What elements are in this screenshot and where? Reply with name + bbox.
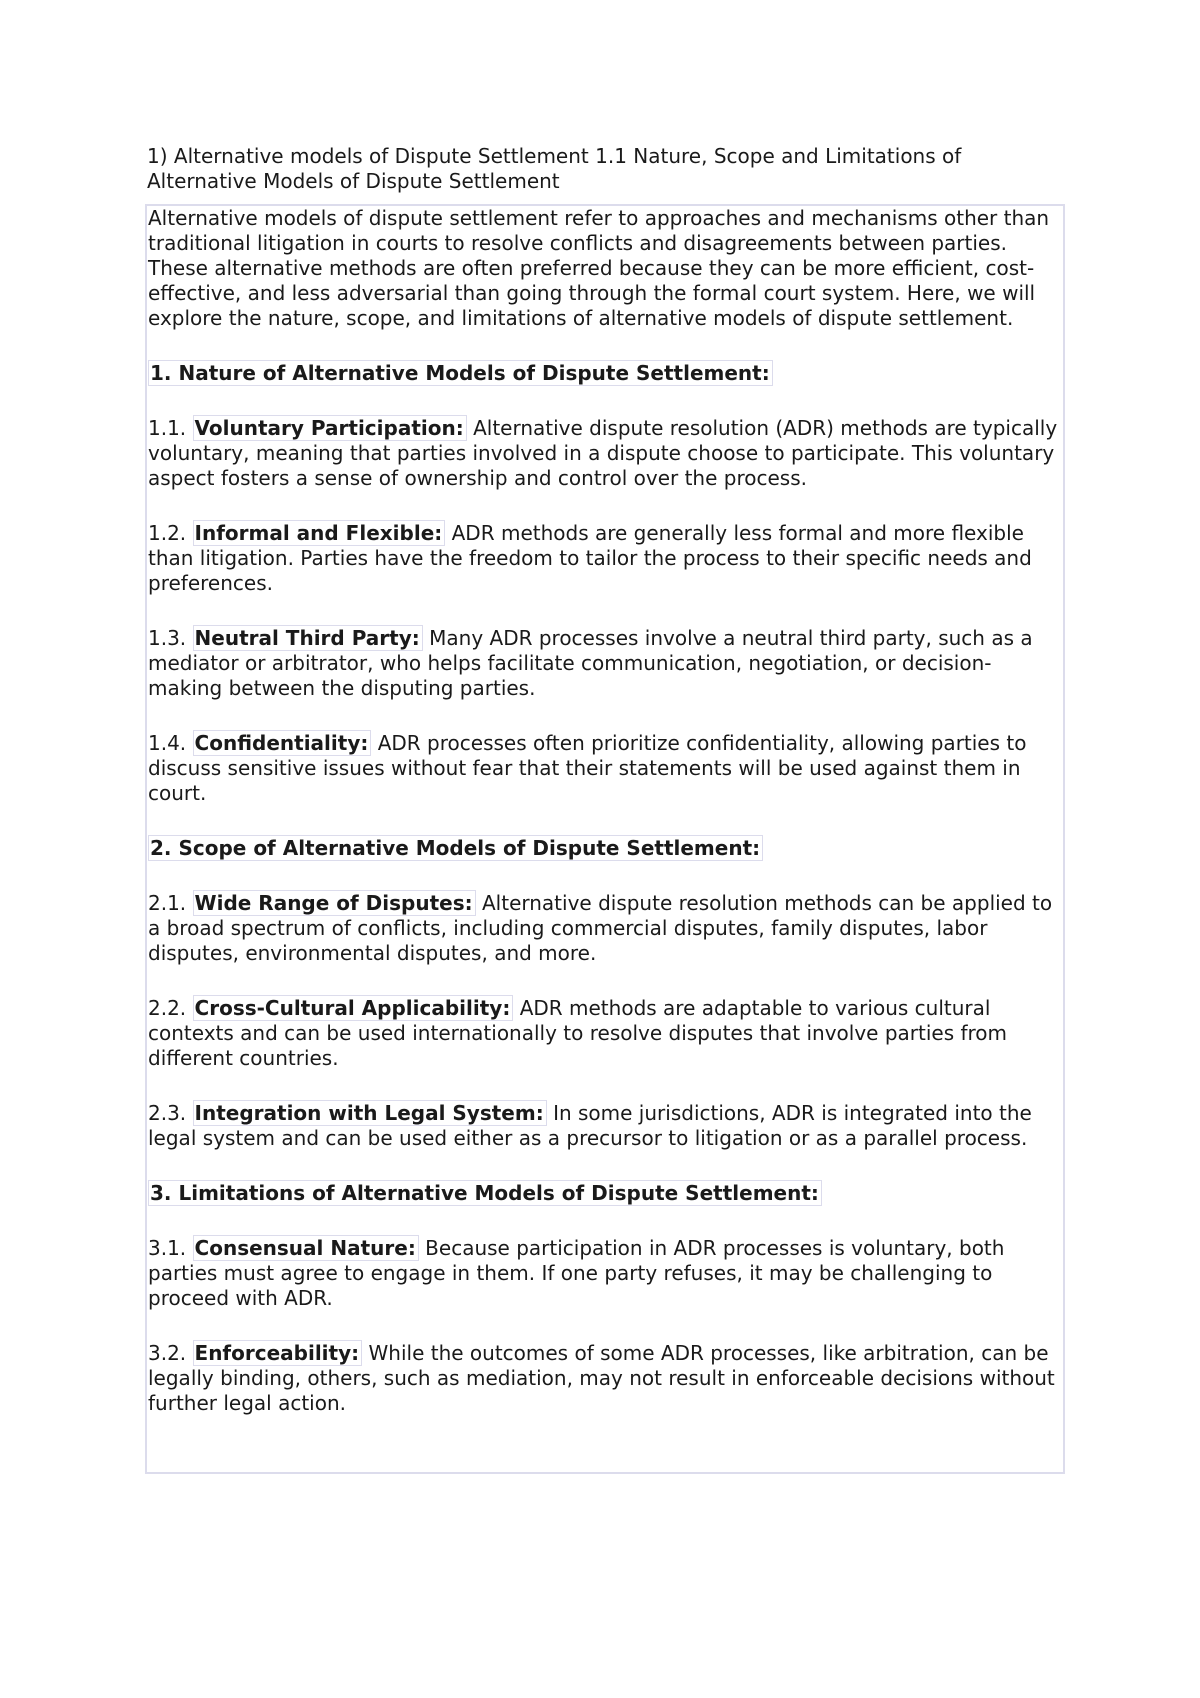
- section-heading-scope: [148, 836, 1063, 861]
- item-text: Alternative dispute resolution (ADR) methods are typically voluntary, meaning that parties involved in a dispute choose to participate. This voluntary aspect fosters a sense of ownership and control over the process.: [148, 416, 1058, 490]
- item-number: 2.3.: [148, 1101, 187, 1125]
- list-item: [148, 1101, 1063, 1151]
- section-heading-label: 3. Limitations of Alternative Models of Dispute Settlement:: [148, 1180, 822, 1206]
- section-heading-label: 1. Nature of Alternative Models of Dispute Settlement:: [148, 360, 773, 386]
- item-number: 1.4.: [148, 731, 187, 755]
- list-item: [148, 731, 1063, 806]
- list-item: [148, 521, 1063, 596]
- item-term: Wide Range of Disputes:: [193, 890, 476, 916]
- item-number: 2.2.: [148, 996, 187, 1020]
- section-heading-label: 2. Scope of Alternative Models of Dispute Settlement:: [148, 835, 763, 861]
- item-number: 3.2.: [148, 1341, 187, 1365]
- list-item: [148, 996, 1063, 1071]
- list-item: [148, 416, 1063, 491]
- item-term: Voluntary Participation:: [193, 415, 467, 441]
- item-text: While the outcomes of some ADR processes, like arbitration, can be legally binding, others, such as mediation, may not result in enforceable decisions without further legal action.: [148, 1341, 1055, 1415]
- list-item: [148, 1236, 1063, 1311]
- section-heading-limitations: [148, 1181, 1063, 1206]
- item-term: Consensual Nature:: [193, 1235, 419, 1261]
- list-item: [148, 1341, 1063, 1416]
- item-term: Neutral Third Party:: [193, 625, 423, 651]
- item-term: Informal and Flexible:: [193, 520, 446, 546]
- item-number: 1.2.: [148, 521, 187, 545]
- list-item: [148, 626, 1063, 701]
- list-item: [148, 891, 1063, 966]
- item-text: ADR methods are generally less formal and more flexible than litigation. Parties have the freedom to tailor the process to their specific needs and preferences.: [148, 521, 1032, 595]
- item-number: 1.3.: [148, 626, 187, 650]
- item-text: In some jurisdictions, ADR is integrated into the legal system and can be used either as a precursor to litigation or as a parallel process.: [148, 1101, 1032, 1150]
- item-text: Because participation in ADR processes is voluntary, both parties must agree to engage in them. If one party refuses, it may be challenging to proceed with ADR.: [148, 1236, 1005, 1310]
- item-term: Enforceability:: [193, 1340, 363, 1366]
- item-term: Confidentiality:: [193, 730, 372, 756]
- item-text: ADR methods are adaptable to various cultural contexts and can be used internationally to resolve disputes that involve parties from different countries.: [148, 996, 1008, 1070]
- document-title: 1) Alternative models of Dispute Settlement 1.1 Nature, Scope and Limitations of Alternative Models of Dispute Settlement: [147, 144, 962, 193]
- item-number: 1.1.: [148, 416, 187, 440]
- item-term: Integration with Legal System:: [193, 1100, 547, 1126]
- item-text: Many ADR processes involve a neutral third party, such as a mediator or arbitrator, who helps facilitate communication, negotiation, or decision-making between the disputing parties.: [148, 626, 1033, 700]
- item-term: Cross-Cultural Applicability:: [193, 995, 514, 1021]
- item-text: Alternative dispute resolution methods can be applied to a broad spectrum of conflicts, including commercial disputes, family disputes, labor disputes, environmental disputes, and more.: [148, 891, 1053, 965]
- content-box: [145, 204, 1065, 1474]
- item-text: ADR processes often prioritize confidentiality, allowing parties to discuss sensitive issues without fear that their statements will be used against them in court.: [148, 731, 1027, 805]
- intro-paragraph: Alternative models of dispute settlement refer to approaches and mechanisms other than traditional litigation in courts to resolve conflicts and disagreements between parties. These alternative methods are often preferred because they can be more efficient, cost-effective, and less adversarial than going through the formal court system. Here, we will explore the nature, scope, and limitations of alternative models of dispute settlement.: [148, 206, 1050, 330]
- item-number: 2.1.: [148, 891, 187, 915]
- item-number: 3.1.: [148, 1236, 187, 1260]
- section-heading-nature: [148, 361, 1063, 386]
